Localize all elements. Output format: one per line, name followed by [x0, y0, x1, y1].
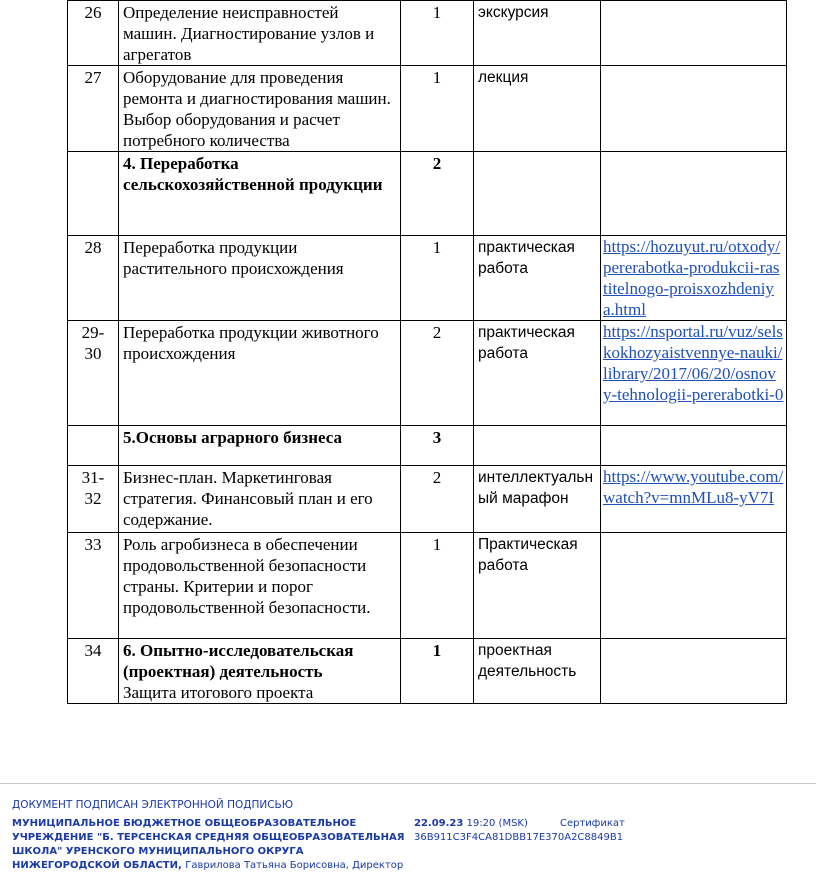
- lesson-hours: 1: [401, 1, 474, 66]
- lesson-number-start: 31-: [81, 468, 105, 487]
- lesson-hours: 1: [401, 66, 474, 152]
- signer-name: Гаврилова Татьяна Борисовна, Директор: [185, 860, 404, 871]
- lesson-number: 26: [68, 1, 119, 66]
- lesson-topic: Оборудование для проведения ремонта и диагностирования машин. Выбор оборудования и расчет потребного количества: [119, 66, 401, 152]
- section-hours: 2: [401, 152, 474, 236]
- curriculum-table: [67, 0, 787, 704]
- lesson-number: 33: [68, 533, 119, 639]
- lesson-hours: 1: [401, 533, 474, 639]
- certificate-label: Сертификат: [560, 818, 625, 829]
- lesson-topic: Бизнес-план. Маркетинговая стратегия. Финансовый план и его содержание.: [119, 466, 401, 533]
- lesson-resource: [601, 236, 787, 321]
- certificate-hash: 36B911C3F4CA81DBB17E370A2C8849B1: [414, 832, 624, 843]
- lesson-number-end: 32: [84, 489, 102, 508]
- resource-link[interactable]: https://www.youtube.com/watch?v=mnMLu8-yV7I: [603, 467, 784, 507]
- lesson-resource: [601, 639, 787, 704]
- lesson-hours: 2: [401, 466, 474, 533]
- section-hours: 3: [401, 426, 474, 466]
- lesson-topic: Определение неисправностей машин. Диагностирование узлов и агрегатов: [119, 1, 401, 66]
- signature-header: ДОКУМЕНТ ПОДПИСАН ЭЛЕКТРОННОЙ ПОДПИСЬЮ: [12, 799, 294, 811]
- lesson-topic: Роль агробизнеса в обеспечении продовольственной безопасности страны. Критерии и порог продовольственной безопасности.: [119, 533, 401, 639]
- section-row: [68, 426, 787, 466]
- lesson-number: 28: [68, 236, 119, 321]
- lesson-number: 34: [68, 639, 119, 704]
- electronic-signature-stamp: [0, 783, 816, 890]
- table-row: [68, 466, 787, 533]
- table-row: [68, 1, 787, 66]
- resource-link[interactable]: https://hozuyut.ru/otxody/pererabotka-produkcii-rastitelnogo-proisxozhdeniya.html: [603, 237, 781, 319]
- section-title: 5.Основы аграрного бизнеса: [119, 426, 401, 466]
- signature-organization: [12, 817, 412, 873]
- lesson-number: 27: [68, 66, 119, 152]
- table-row: [68, 639, 787, 704]
- lesson-number: [68, 321, 119, 426]
- table-row: [68, 66, 787, 152]
- lesson-topic-text: Защита итогового проекта: [123, 683, 314, 702]
- lesson-type: интеллектуальный марафон: [474, 466, 601, 533]
- lesson-hours: 1: [401, 639, 474, 704]
- lesson-resource: [601, 321, 787, 426]
- lesson-type: практическая работа: [474, 236, 601, 321]
- table-row: [68, 533, 787, 639]
- lesson-type: практическая работа: [474, 321, 601, 426]
- lesson-topic: Переработка продукции животного происхождения: [119, 321, 401, 426]
- lesson-number-end: 30: [84, 344, 102, 363]
- lesson-type: Практическая работа: [474, 533, 601, 639]
- lesson-number: [68, 466, 119, 533]
- table-row: [68, 236, 787, 321]
- signature-time: 19:20 (MSK): [466, 818, 528, 829]
- lesson-resource: [601, 1, 787, 66]
- signature-datetime: [414, 817, 528, 831]
- signature-date: 22.09.23: [414, 818, 464, 829]
- section-title: 4. Переработка сельскохозяйственной продукции: [119, 152, 401, 236]
- lesson-resource: [601, 66, 787, 152]
- lesson-number-start: 29-: [81, 323, 105, 342]
- lesson-hours: 1: [401, 236, 474, 321]
- table-row: [68, 321, 787, 426]
- lesson-type: проектная деятельность: [474, 639, 601, 704]
- lesson-topic: Переработка продукции растительного происхождения: [119, 236, 401, 321]
- lesson-resource: [601, 466, 787, 533]
- resource-link[interactable]: https://nsportal.ru/vuz/selskokhozyaistvennye-nauki/library/2017/06/20/osnovy-tehnologii-pererabotki-0: [603, 322, 784, 404]
- lesson-type: экскурсия: [474, 1, 601, 66]
- lesson-hours: 2: [401, 321, 474, 426]
- lesson-type: лекция: [474, 66, 601, 152]
- section-row: [68, 152, 787, 236]
- lesson-resource: [601, 533, 787, 639]
- section-title: 6. Опытно-исследовательская (проектная) деятельность: [123, 641, 354, 681]
- lesson-topic: [119, 639, 401, 704]
- organization-name: МУНИЦИПАЛЬНОЕ БЮДЖЕТНОЕ ОБЩЕОБРАЗОВАТЕЛЬНОЕ УЧРЕЖДЕНИЕ "Б. ТЕРСЕНСКАЯ СРЕДНЯЯ ОБЩЕОБРАЗОВАТЕЛЬНАЯ ШКОЛА" УРЕНСКОГО МУНИЦИПАЛЬНОГО ОКРУГА НИЖЕГОРОДСКОЙ ОБЛАСТИ,: [12, 818, 405, 871]
